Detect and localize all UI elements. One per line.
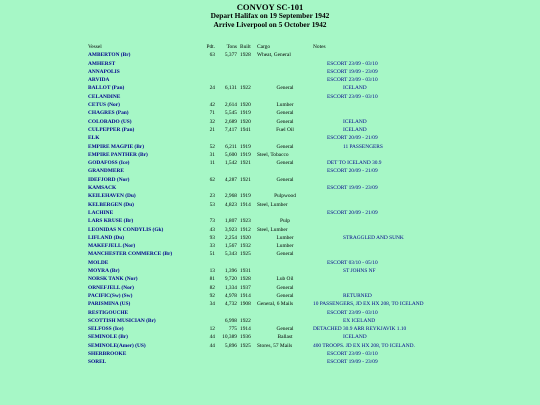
pdt-cell: 44 (209, 334, 215, 341)
tons-cell (217, 184, 240, 192)
vessel-link[interactable]: BALLOT (Pan) (88, 85, 125, 92)
table-row (88, 292, 424, 300)
cargo-cell (257, 317, 313, 325)
cargo-cell (257, 167, 313, 175)
pdt-cell (201, 317, 217, 325)
tons-cell: 1,396 (224, 268, 237, 275)
table-row (88, 226, 424, 234)
notes-cell: ESCORT 23/09 - 03/10 (327, 309, 378, 316)
tons-cell (217, 350, 240, 358)
built-cell (240, 68, 257, 76)
table-row (88, 201, 424, 209)
cargo-cell: General (276, 160, 294, 167)
vessel-link[interactable]: RESTIGOUCHE (88, 309, 129, 316)
vessel-link[interactable]: COLORADO (US) (88, 118, 132, 125)
notes-cell: EX ICELAND (343, 317, 376, 324)
table-row (88, 358, 424, 366)
notes-cell: ESCORT 23/09 - 03/10 (327, 93, 378, 100)
notes-cell (313, 217, 424, 225)
notes-cell: DETACHED 30.9 ARR REYKJAVIK 1.10 (313, 326, 407, 333)
pdt-cell: 13 (209, 268, 215, 275)
tons-cell: 1,807 (224, 218, 237, 225)
notes-cell (313, 101, 424, 109)
col-pdt: Pdt. (206, 44, 215, 50)
pdt-cell: 82 (209, 284, 215, 291)
vessel-link[interactable]: LIFLAND (Du) (88, 234, 125, 241)
table-row (88, 84, 424, 92)
built-cell: 1921 (240, 176, 251, 183)
page-title: CONVOY SC-101 (236, 2, 304, 12)
tons-cell: 6,131 (224, 85, 237, 92)
table-row (88, 234, 424, 242)
built-cell: 1931 (240, 268, 251, 275)
cargo-cell: General (276, 176, 294, 183)
vessel-link[interactable]: AMHERST (88, 60, 116, 67)
built-cell: 1914 (240, 292, 251, 299)
table-row (88, 250, 424, 258)
cargo-cell: Pulp (280, 218, 290, 225)
vessel-link[interactable]: GODAFOSS (Ice) (88, 160, 130, 167)
vessel-link[interactable]: CELANDINE (88, 93, 121, 100)
cargo-cell: Lumber (276, 243, 294, 250)
vessel-link[interactable]: MAKEFJELL (Nor) (88, 243, 136, 250)
pdt-cell: 71 (209, 110, 215, 117)
tons-cell: 4,732 (224, 301, 237, 308)
pdt-cell: 21 (209, 126, 215, 133)
vessel-link[interactable]: SHERBROOKE (88, 350, 127, 357)
tons-cell (217, 209, 240, 217)
vessel-link[interactable]: SEMINOLE (Br) (88, 334, 128, 341)
cargo-cell (257, 259, 313, 267)
vessel-link[interactable]: MOLDE (88, 259, 109, 266)
notes-cell: ICELAND (343, 126, 367, 133)
depart-line: Depart Halifax on 19 September 1942 (210, 11, 330, 20)
table-row (88, 101, 424, 109)
cargo-cell: General (276, 110, 294, 117)
cargo-cell (257, 60, 313, 68)
pdt-cell (201, 309, 217, 317)
built-cell: 1941 (240, 126, 251, 133)
built-cell: 1914 (240, 326, 251, 333)
notes-cell: ESCORT 23/09 - 03/10 (327, 60, 378, 67)
notes-cell: STRAGGLED AND SUNK (343, 234, 404, 241)
pdt-cell: 93 (209, 234, 215, 241)
pdt-cell: 24 (209, 85, 215, 92)
cargo-cell (257, 184, 313, 192)
tons-cell (217, 259, 240, 267)
cargo-cell: General (276, 326, 294, 333)
table-row (88, 300, 424, 308)
pdt-cell (201, 358, 217, 366)
cargo-cell (257, 68, 313, 76)
arrive-line: Arrive Liverpool on 5 October 1942 (213, 19, 327, 29)
built-cell: 1922 (240, 317, 251, 324)
vessel-link[interactable]: MOYRA (Br) (88, 268, 120, 275)
table-row (88, 350, 424, 358)
notes-cell (313, 109, 424, 117)
vessel-link[interactable]: SCOTTISH MUSICIAN (Br) (88, 317, 156, 324)
notes-cell: 400 TROOPS. JD EX HX 208, TO ICELAND. (313, 342, 415, 349)
page-header (0, 0, 540, 29)
vessel-link[interactable]: ANNAPOLIS (88, 68, 120, 75)
table-row (88, 325, 424, 333)
cargo-cell: Steel, Lumber (257, 226, 288, 233)
pdt-cell: 62 (209, 176, 215, 183)
notes-cell: ESCORT 20/09 - 21/09 (327, 135, 378, 142)
cargo-cell: Steel, Lumber (257, 201, 288, 208)
cargo-cell: Pulpwood (274, 193, 296, 200)
vessel-link[interactable]: IDEFJORD (Nor) (88, 176, 130, 183)
notes-cell: ESCORT 19/09 - 23/09 (327, 359, 378, 366)
built-cell (240, 358, 257, 366)
vessel-link[interactable]: GRANDMERE (88, 168, 124, 175)
built-cell (240, 350, 257, 358)
built-cell: 1919 (240, 151, 251, 158)
notes-cell: ESCORT 19/09 - 23/09 (327, 68, 378, 75)
built-cell (240, 259, 257, 267)
built-cell (240, 134, 257, 142)
cargo-cell: Lub Oil (276, 276, 294, 283)
tons-cell: 1,567 (224, 243, 237, 250)
cargo-cell (257, 134, 313, 142)
cargo-cell (257, 209, 313, 217)
table-body (88, 51, 424, 366)
pdt-cell (201, 93, 217, 101)
tons-cell: 5,377 (224, 52, 237, 59)
table-row (88, 176, 424, 184)
tons-cell (217, 60, 240, 68)
built-cell: 1923 (240, 218, 251, 225)
cargo-cell: Lumber (276, 102, 294, 109)
built-cell (240, 76, 257, 84)
col-notes: Notes (313, 44, 326, 50)
pdt-cell: 23 (209, 193, 215, 200)
built-cell (240, 184, 257, 192)
cargo-cell: Fuel Oil (276, 126, 294, 133)
notes-cell (313, 250, 424, 258)
built-cell: 1919 (240, 110, 251, 117)
built-cell: 1908 (240, 301, 251, 308)
cargo-cell: General (276, 251, 294, 258)
vessel-link[interactable]: ORNEFJELL (Nor) (88, 284, 134, 291)
table-row (88, 151, 424, 159)
vessel-link[interactable]: SEMINOLE(Amer) (US) (88, 342, 146, 349)
pdt-cell: 42 (209, 102, 215, 109)
built-cell: 1928 (240, 276, 251, 283)
table-row (88, 284, 424, 292)
built-cell (240, 209, 257, 217)
vessel-link[interactable]: KELBERGEN (Du) (88, 201, 134, 208)
built-cell: 1920 (240, 234, 251, 241)
table-row (88, 209, 424, 217)
pdt-cell: 33 (209, 243, 215, 250)
vessel-link[interactable]: ELK (88, 135, 100, 142)
tons-cell: 4,287 (224, 176, 237, 183)
cargo-cell: Lumber (276, 234, 294, 241)
table-row (88, 134, 424, 142)
tons-cell (217, 93, 240, 101)
table-row (88, 309, 424, 317)
pdt-cell: 81 (209, 276, 215, 283)
pdt-cell: 31 (209, 151, 215, 158)
vessel-link[interactable]: CHAGRES (Pan) (88, 110, 129, 117)
pdt-cell: 51 (209, 251, 215, 258)
notes-cell: DET TO ICELAND 30.9 (327, 160, 382, 167)
vessel-link[interactable]: PACIFIC(Sw) (Sw) (88, 292, 133, 299)
built-cell: 1920 (240, 118, 251, 125)
tons-cell (217, 134, 240, 142)
tons-cell: 5,600 (224, 151, 237, 158)
tons-cell (217, 309, 240, 317)
convoy-table (88, 43, 424, 367)
tons-cell (217, 76, 240, 84)
notes-cell (313, 226, 424, 234)
built-cell: 1925 (240, 251, 251, 258)
built-cell (240, 93, 257, 101)
notes-cell: ESCORT 20/09 - 21/09 (327, 168, 378, 175)
tons-cell: 5,896 (224, 342, 237, 349)
vessel-link[interactable]: SELFOSS (Ice) (88, 326, 124, 333)
cargo-cell (257, 350, 313, 358)
tons-cell: 6,211 (225, 143, 237, 150)
tons-cell: 775 (228, 326, 237, 333)
built-cell: 1922 (240, 85, 251, 92)
table-row (88, 167, 424, 175)
cargo-cell (257, 93, 313, 101)
notes-cell (313, 284, 424, 292)
notes-cell: ICELAND (343, 85, 367, 92)
cargo-cell: General (276, 292, 294, 299)
pdt-cell: 73 (209, 218, 215, 225)
pdt-cell: 11 (209, 160, 215, 167)
table-row (88, 267, 424, 275)
table-row (88, 242, 424, 250)
pdt-cell (201, 259, 217, 267)
tons-cell: 7,417 (224, 126, 237, 133)
cargo-cell: Ballast (277, 334, 293, 341)
pdt-cell (201, 68, 217, 76)
built-cell: 1928 (240, 52, 251, 59)
built-cell: 1937 (240, 284, 251, 291)
built-cell (240, 309, 257, 317)
vessel-link[interactable]: NORSK TANK (Nor) (88, 276, 138, 283)
pdt-cell: 34 (209, 301, 215, 308)
notes-cell: ESCORT 20/09 - 21/09 (327, 209, 378, 216)
table-row (88, 68, 424, 76)
vessel-link[interactable]: KAMSACK (88, 185, 117, 192)
notes-cell: ESCORT 19/09 - 23/09 (327, 185, 378, 192)
notes-cell (313, 275, 424, 283)
pdt-cell: 53 (209, 201, 215, 208)
tons-cell: 6,998 (224, 317, 237, 324)
built-cell (240, 60, 257, 68)
pdt-cell (201, 134, 217, 142)
cargo-cell: General (276, 143, 294, 150)
vessel-link[interactable]: PARISMINA (US) (88, 301, 131, 308)
notes-cell: ESCORT 23/09 - 03/10 (327, 350, 378, 357)
vessel-link[interactable]: EMPIRE PANTHER (Br) (88, 151, 148, 158)
notes-cell: 10 PASSENGERS, JD EX HX 208, TO ICELAND (313, 301, 424, 308)
cargo-cell: General (276, 85, 294, 92)
notes-cell: 11 PASSENGERS (343, 143, 383, 150)
cargo-cell: Stores, 57 Mails (257, 342, 293, 349)
table-row (88, 118, 424, 126)
tons-cell: 4,823 (224, 201, 237, 208)
built-cell: 1932 (240, 243, 251, 250)
pdt-cell: 12 (209, 326, 215, 333)
pdt-cell (201, 209, 217, 217)
notes-cell: RETURNED (343, 292, 372, 299)
cargo-cell: General, 6 Mails (257, 301, 294, 308)
table-row (88, 184, 424, 192)
cargo-cell: Wheat, General (257, 52, 291, 59)
built-cell: 1919 (240, 193, 251, 200)
notes-cell (313, 201, 424, 209)
cargo-cell (257, 267, 313, 275)
notes-cell: ESCORT 03/10 - 05/10 (327, 259, 378, 266)
built-cell (240, 167, 257, 175)
built-cell: 1914 (240, 201, 251, 208)
table-row (88, 259, 424, 267)
pdt-cell (201, 76, 217, 84)
table-row (88, 333, 424, 341)
table-row (88, 93, 424, 101)
notes-cell: ICELAND (343, 334, 367, 341)
table-row (88, 51, 424, 59)
pdt-cell (201, 60, 217, 68)
table-row (88, 217, 424, 225)
tons-cell: 10,389 (222, 334, 237, 341)
pdt-cell (201, 184, 217, 192)
vessel-link[interactable]: KEILEHAVEN (Du) (88, 193, 136, 200)
cargo-cell: Steel, Tobacco (257, 151, 289, 158)
built-cell: 1936 (240, 334, 251, 341)
vessel-link[interactable]: LACHINE (88, 209, 114, 216)
vessel-link[interactable]: SOREL (88, 359, 107, 366)
table-row (88, 317, 424, 325)
notes-cell: ST JOHNS NF (343, 268, 376, 275)
notes-cell (313, 242, 424, 250)
tons-cell: 5,545 (224, 110, 237, 117)
table-row (88, 143, 424, 151)
tons-cell: 2,254 (224, 234, 237, 241)
table-header-row (88, 43, 424, 51)
tons-cell: 2,614 (224, 102, 237, 109)
table-row (88, 275, 424, 283)
cargo-cell: General (276, 284, 294, 291)
built-cell: 1919 (240, 143, 251, 150)
tons-cell: 4,978 (224, 292, 237, 299)
notes-cell: ESCORT 23/09 - 03/10 (327, 77, 378, 84)
pdt-cell (201, 350, 217, 358)
pdt-cell: 32 (209, 118, 215, 125)
notes-cell (313, 192, 424, 200)
tons-cell (217, 167, 240, 175)
notes-cell (313, 151, 424, 159)
table-row (88, 159, 424, 167)
vessel-link[interactable]: EMPIRE MAGPIE (Br) (88, 143, 144, 150)
notes-cell (313, 51, 424, 59)
vessel-link[interactable]: MANCHESTER COMMERCE (Br) (88, 251, 173, 258)
cargo-cell: General (276, 118, 294, 125)
vessel-link[interactable]: LEONIDAS N CONDYLIS (Gk) (88, 226, 164, 233)
tons-cell (217, 358, 240, 366)
tons-cell: 1,542 (224, 160, 237, 167)
tons-cell: 2,689 (224, 118, 237, 125)
table-row (88, 60, 424, 68)
pdt-cell: 63 (209, 52, 215, 59)
table-row (88, 342, 424, 350)
pdt-cell (201, 167, 217, 175)
pdt-cell: 92 (209, 292, 215, 299)
col-vessel: Vessel (88, 44, 102, 50)
cargo-cell (257, 358, 313, 366)
col-tons: Tons (226, 44, 237, 50)
cargo-cell (257, 76, 313, 84)
tons-cell (217, 68, 240, 76)
tons-cell: 5,343 (224, 251, 237, 258)
table-row (88, 109, 424, 117)
notes-cell: ICELAND (343, 118, 367, 125)
pdt-cell: 52 (209, 143, 215, 150)
col-built: Built (240, 44, 251, 50)
tons-cell: 3,923 (224, 226, 237, 233)
tons-cell: 9,720 (224, 276, 237, 283)
tons-cell: 1,334 (224, 284, 237, 291)
pdt-cell: 43 (209, 226, 215, 233)
tons-cell: 2,968 (224, 193, 237, 200)
table-row (88, 192, 424, 200)
cargo-cell (257, 309, 313, 317)
built-cell: 1921 (240, 160, 251, 167)
vessel-link[interactable]: AMBERTON (Br) (88, 52, 131, 59)
vessel-link[interactable]: CULPEPPER (Pan) (88, 126, 135, 133)
notes-cell (313, 176, 424, 184)
table-row (88, 76, 424, 84)
pdt-cell: 44 (209, 342, 215, 349)
built-cell: 1925 (240, 342, 251, 349)
vessel-link[interactable]: ARVIDA (88, 77, 110, 84)
vessel-link[interactable]: CETUS (Nor) (88, 102, 120, 109)
table-row (88, 126, 424, 134)
built-cell: 1920 (240, 102, 251, 109)
built-cell: 1912 (240, 226, 251, 233)
col-cargo: Cargo (257, 44, 271, 50)
vessel-link[interactable]: LARS KRUSE (Br) (88, 218, 134, 225)
